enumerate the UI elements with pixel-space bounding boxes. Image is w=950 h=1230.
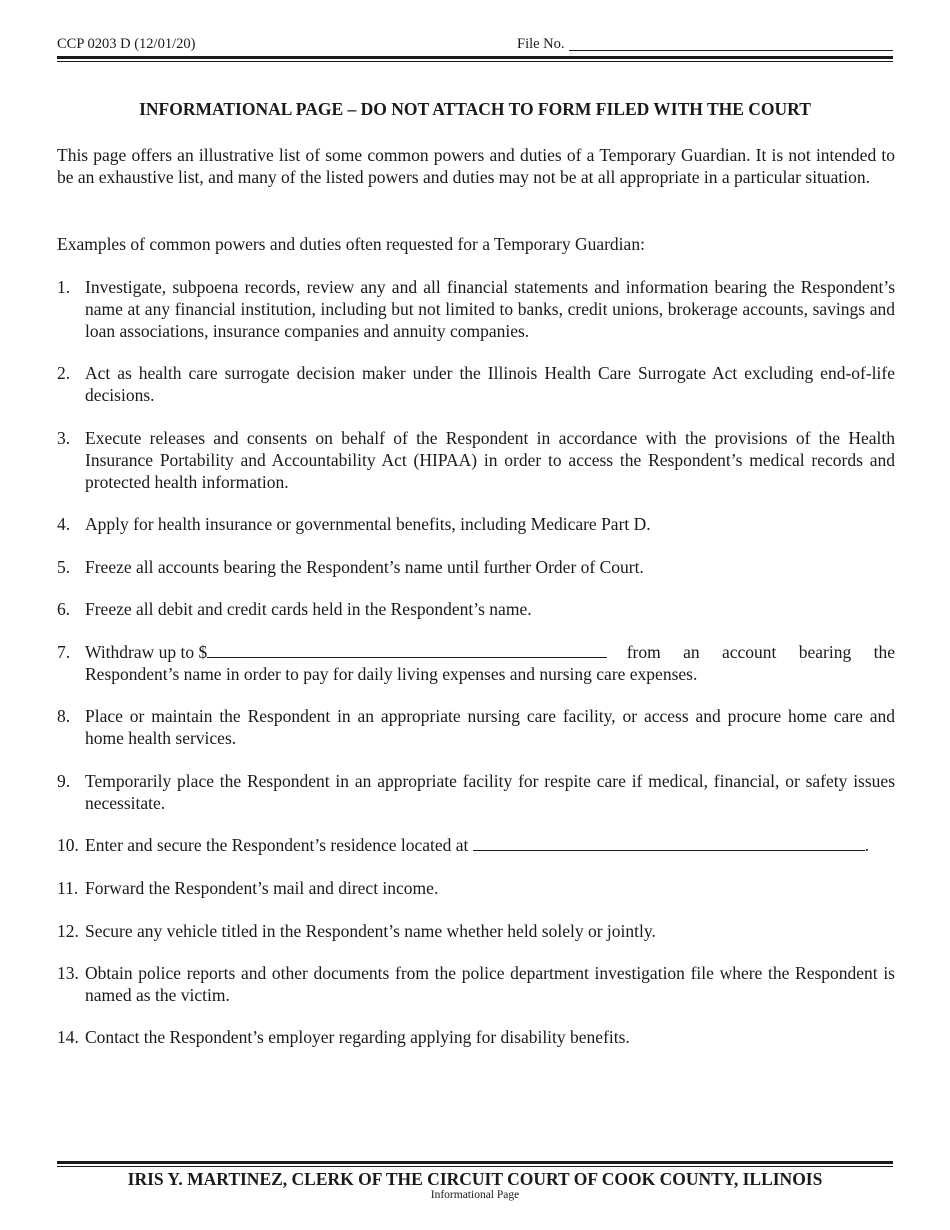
item-number: 14. bbox=[57, 1027, 79, 1047]
residence-address-blank[interactable] bbox=[473, 834, 865, 851]
item-text: Execute releases and consents on behalf of the Respondent in accordance with the provisions of the Health Insurance Portability and Accountability Act (HIPAA) in order to access the Respondent’s medical records and protected health information. bbox=[85, 428, 895, 492]
item-text: Act as health care surrogate decision maker under the Illinois Health Care Surrogate Act excluding end-of-life decisions. bbox=[85, 363, 895, 405]
item-text: Contact the Respondent’s employer regarding applying for disability benefits. bbox=[85, 1027, 630, 1047]
list-item-2 bbox=[57, 362, 895, 406]
list-item-12 bbox=[57, 920, 895, 942]
list-item-10 bbox=[57, 834, 895, 856]
page-title: INFORMATIONAL PAGE – DO NOT ATTACH TO FORM FILED WITH THE COURT bbox=[139, 99, 811, 119]
item-number: 3. bbox=[57, 428, 71, 448]
item-text: Freeze all debit and credit cards held in the Respondent’s name. bbox=[85, 599, 532, 619]
list-item-5 bbox=[57, 556, 895, 578]
file-number-field bbox=[517, 36, 893, 53]
list-item-4 bbox=[57, 513, 895, 535]
examples-lead: Examples of common powers and duties often requested for a Temporary Guardian: bbox=[57, 234, 645, 254]
list-item-14 bbox=[57, 1026, 895, 1048]
list-item-1 bbox=[57, 276, 895, 342]
list-item-3 bbox=[57, 427, 895, 493]
clerk-name: IRIS Y. MARTINEZ, CLERK OF THE CIRCUIT COURT OF COOK COUNTY, ILLINOIS bbox=[127, 1169, 823, 1189]
form-code: CCP 0203 D (12/01/20) bbox=[57, 36, 196, 52]
file-number-label: File No. bbox=[517, 36, 565, 52]
item-text: Apply for health insurance or governmental benefits, including Medicare Part D. bbox=[85, 514, 651, 534]
header-rule-thick bbox=[57, 56, 893, 59]
item-number: 1. bbox=[57, 277, 71, 297]
withdraw-amount-blank[interactable] bbox=[207, 641, 607, 658]
withdraw-continuation: Respondent’s name in order to pay for daily living expenses and nursing care expenses. bbox=[85, 664, 698, 684]
footer-subtitle: Informational Page bbox=[430, 1189, 520, 1201]
residence-period: . bbox=[864, 835, 870, 855]
list-item-9 bbox=[57, 770, 895, 814]
item-text bbox=[85, 641, 895, 685]
residence-label: Enter and secure the Respondent’s residence located at bbox=[85, 835, 469, 855]
list-item-8 bbox=[57, 705, 895, 749]
item-text: Place or maintain the Respondent in an appropriate nursing care facility, or access and procure home care and home health services. bbox=[85, 706, 895, 748]
list-item-6 bbox=[57, 598, 895, 620]
withdraw-label-after: from an account bearing the bbox=[626, 642, 895, 662]
item-number: 12. bbox=[57, 921, 79, 941]
intro-paragraph: This page offers an illustrative list of some common powers and duties of a Temporary Guardian. It is not intended to be an exhaustive list, and many of the listed powers and duties may not be at all appropriate in a particular situation. bbox=[57, 145, 895, 187]
item-text: Obtain police reports and other documents from the police department investigation file where the Respondent is named as the victim. bbox=[85, 963, 895, 1005]
header-rule-thin bbox=[57, 61, 893, 62]
file-number-blank bbox=[569, 36, 893, 51]
item-number: 7. bbox=[57, 642, 71, 662]
item-number: 4. bbox=[57, 514, 71, 534]
list-item-11 bbox=[57, 877, 895, 899]
item-number: 2. bbox=[57, 363, 71, 383]
withdraw-label: Withdraw up to $ bbox=[85, 642, 208, 662]
item-number: 9. bbox=[57, 771, 71, 791]
item-number: 8. bbox=[57, 706, 71, 726]
item-text: Secure any vehicle titled in the Respondent’s name whether held solely or jointly. bbox=[85, 921, 656, 941]
item-text: Temporarily place the Respondent in an appropriate facility for respite care if medical, financial, or safety issues necessitate. bbox=[85, 771, 895, 813]
item-number: 10. bbox=[57, 835, 79, 855]
item-number: 6. bbox=[57, 599, 71, 619]
form-header bbox=[57, 36, 893, 56]
item-text: Investigate, subpoena records, review any and all financial statements and information bearing the Respondent’s name at any financial institution, including but not limited to banks, credit unions, brokerage accounts, savings and loan associations, insurance companies and annuity companies. bbox=[85, 277, 895, 341]
item-text bbox=[85, 834, 895, 856]
footer-rule-thick bbox=[57, 1161, 893, 1164]
item-number: 5. bbox=[57, 557, 71, 577]
list-item-7 bbox=[57, 641, 895, 685]
item-number: 13. bbox=[57, 963, 79, 983]
item-text: Freeze all accounts bearing the Respondent’s name until further Order of Court. bbox=[85, 557, 644, 577]
withdraw-line bbox=[85, 641, 607, 663]
item-text: Forward the Respondent’s mail and direct income. bbox=[85, 878, 439, 898]
item-number: 11. bbox=[57, 878, 79, 898]
list-item-13 bbox=[57, 962, 895, 1006]
